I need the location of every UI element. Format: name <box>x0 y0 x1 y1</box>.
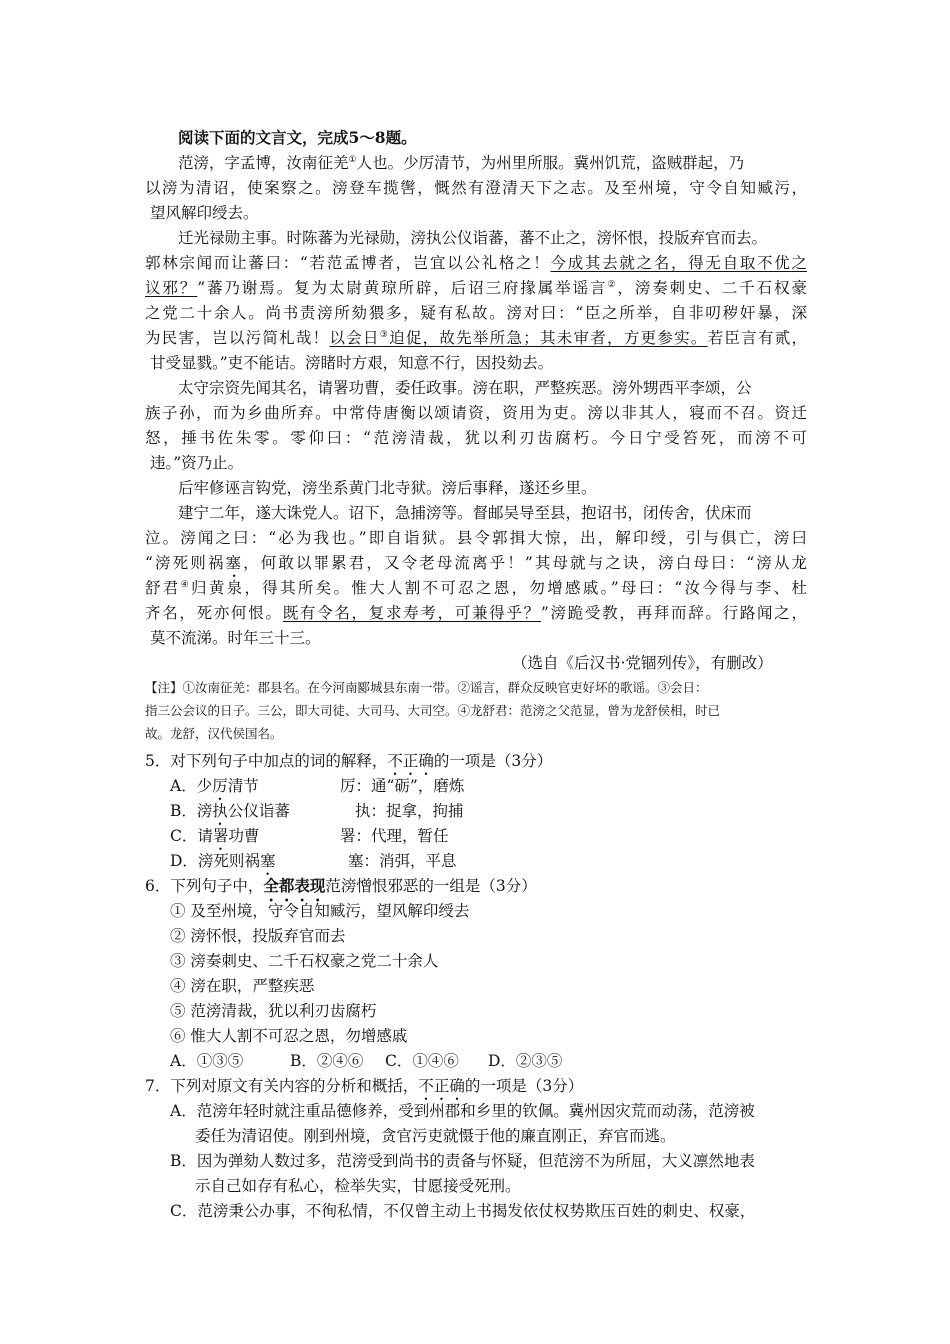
footnote-line: 指三公会议的日子。三公，即大司徒、大司马、大司空。④龙舒君：范滂之父范显，曾为龙舒侯相，时已 <box>145 703 721 718</box>
q5-option-d[interactable]: D．滂死则祸塞 塞：消弭，平息 <box>170 852 457 870</box>
q7-option-a-cont: 委任为清诏使。刚到州境，贪官污吏就慑于他的廉直刚正，弃官而逃。 <box>195 1127 676 1145</box>
passage-line: 望风解印绶去。 <box>150 204 259 222</box>
passage-line: 违。”资乃止。 <box>150 454 244 472</box>
question-6-stem: 6．下列句子中，全都表现范滂憎恨邪恶的一组是（3分） <box>145 876 537 895</box>
q5-option-a[interactable]: A．少厉清节 厉：通“砺”，磨炼 <box>170 777 465 795</box>
q6-item: ① 及至州境，守令自知臧污，望风解印绶去 <box>170 902 470 920</box>
reading-heading: 阅读下面的文言文，完成5～8题。 <box>178 128 417 147</box>
q6-option-c[interactable]: C．①④⑥ <box>385 1052 459 1070</box>
q5-option-b[interactable]: B．滂执公仪诣蕃 执：捉拿，拘捕 <box>170 802 464 820</box>
passage-line: 之党二十余人。尚书责滂所劾猥多，疑有私故。滂对曰：“臣之所举，自非叨秽奸暴，深 <box>145 304 807 322</box>
footnote-marker: ④ <box>180 579 192 590</box>
source-citation: （选自《后汉书·党锢列传》，有删改） <box>512 654 773 672</box>
passage-line: “滂死则祸塞，何敢以罪累君，又令老母流离乎！”其母就与之诀，滂白母曰：“滂从龙 <box>145 554 807 572</box>
q7-option-b[interactable]: B．因为弹劾人数过多，范滂受到尚书的责备与怀疑，但范滂不为所屈，大义凛然地表 <box>170 1152 755 1170</box>
footnote-marker: ① <box>348 154 357 165</box>
question-7-stem: 7．下列对原文有关内容的分析和概括，不正确的一项是（3分） <box>145 1077 584 1095</box>
passage-line: 迁光禄勋主事。时陈蕃为光禄勋，滂执公仪诣蕃，蕃不止之，滂怀恨，投版弃官而去。 <box>178 229 768 247</box>
q7-option-a[interactable]: A．范滂年轻时就注重品德修养，受到州郡和乡里的钦佩。冀州因灾荒而动荡，范滂被 <box>170 1102 755 1120</box>
underlined-sentence: 今成其去就之名，得无自取不优之 <box>550 254 807 272</box>
question-5-stem: 5．对下列句子中加点的词的解释，不正确的一项是（3分） <box>145 752 553 770</box>
q6-item: ④ 滂在职，严整疾恶 <box>170 977 315 995</box>
passage-line: 后牢修诬言钩党，滂坐系黄门北寺狱。滂后事释，遂还乡里。 <box>178 479 597 497</box>
passage-line: 齐名，死亦何恨。既有令名，复求寿考，可兼得乎？”滂跪受教，再拜而辞。行路闻之， <box>145 604 807 622</box>
q6-option-d[interactable]: D．②③⑤ <box>488 1052 563 1070</box>
passage-line: 建宁二年，遂大诛党人。诏下，急捕滂等。督邮吴导至县，抱诏书，闭传舍，伏床而 <box>178 504 752 522</box>
underlined-sentence: 议邪？ <box>145 279 198 297</box>
passage-line: 为民害，岂以污简札哉！以会日③迫促，故先举所急；其未审者，方更参实。若臣言有贰， <box>145 329 807 347</box>
passage-line: 以滂为清诏，使案察之。滂登车揽辔，慨然有澄清天下之志。及至州境，守令自知臧污， <box>145 179 807 197</box>
footnote-line: 故。龙舒，汉代侯国名。 <box>145 726 283 741</box>
passage-line: 舒君④归黄泉，得其所矣。惟大人割不可忍之恩，勿增感戚。”母曰：“汝今得与李、杜 <box>145 579 807 597</box>
underlined-sentence: 以会日③迫促，故先举所急；其未审者，方更参实。 <box>329 329 708 347</box>
q6-option-b[interactable]: B．②④⑥ <box>290 1052 364 1070</box>
q5-option-c[interactable]: C．请署功曹 署：代理，暂任 <box>170 827 449 845</box>
passage-line: 怒，捶书佐朱零。零仰曰：“范滂清裁，犹以利刃齿腐朽。今日宁受笞死，而滂不可 <box>145 429 807 447</box>
passage-line: 莫不流涕。时年三十三。 <box>150 629 321 647</box>
q6-item: ⑥ 惟大人割不可忍之恩，勿增感戚 <box>170 1027 408 1045</box>
footnote-marker: ③ <box>379 329 390 340</box>
q7-option-c[interactable]: C．范滂秉公办事，不徇私情，不仅曾主动上书揭发依仗权势欺压百姓的刺史、权豪， <box>170 1202 756 1220</box>
passage-line: 范滂，字孟博，汝南征羌①人也。少厉清节，为州里所服。冀州饥荒，盗贼群起，乃 <box>178 154 745 172</box>
passage-line: 郭林宗闻而让蕃曰：“若范孟博者，岂宜以公礼格之！今成其去就之名，得无自取不优之 <box>145 254 807 272</box>
footnote-marker: ② <box>607 279 618 290</box>
passage-line: 泣。滂闻之曰：“必为我也。”即自诣狱。县令郭揖大惊，出，解印绶，引与俱亡，滂曰 <box>145 529 807 547</box>
passage-line: 太守宗资先闻其名，请署功曹，委任政事。滂在职，严整疾恶。滂外甥西平李颂，公 <box>178 379 752 397</box>
passage-line: 议邪？”蕃乃谢焉。复为太尉黄琼所辟，后诏三府掾属举谣言②，滂奏刺史、二千石权豪 <box>145 279 807 297</box>
q6-option-a[interactable]: A．①③⑤ <box>170 1052 244 1070</box>
footnote-line: 【注】①汝南征羌：郡县名。在今河南郾城县东南一带。②谣言，群众反映官吏好坏的歌谣。③会日： <box>145 680 708 695</box>
q7-option-b-cont: 示自己如存有私心，检举失实，甘愿接受死刑。 <box>195 1177 521 1195</box>
dotted-word: 塞 <box>225 554 244 572</box>
underlined-sentence: 既有令名，复求寿考，可兼得乎？ <box>282 604 541 622</box>
q6-item: ③ 滂奏刺史、二千石权豪之党二十余人 <box>170 952 439 970</box>
passage-line: 甘受显戮。”吏不能诘。滂睹时方艰，知意不行，因投劾去。 <box>150 354 554 372</box>
passage-line: 族子孙，而为乡曲所弃。中常侍唐衡以颂请资，资用为吏。滂以非其人，寝而不召。资迁 <box>145 404 807 422</box>
q6-item: ② 滂怀恨，投版弃官而去 <box>170 927 346 945</box>
q6-item: ⑤ 范滂清裁，犹以利刃齿腐朽 <box>170 1002 377 1020</box>
